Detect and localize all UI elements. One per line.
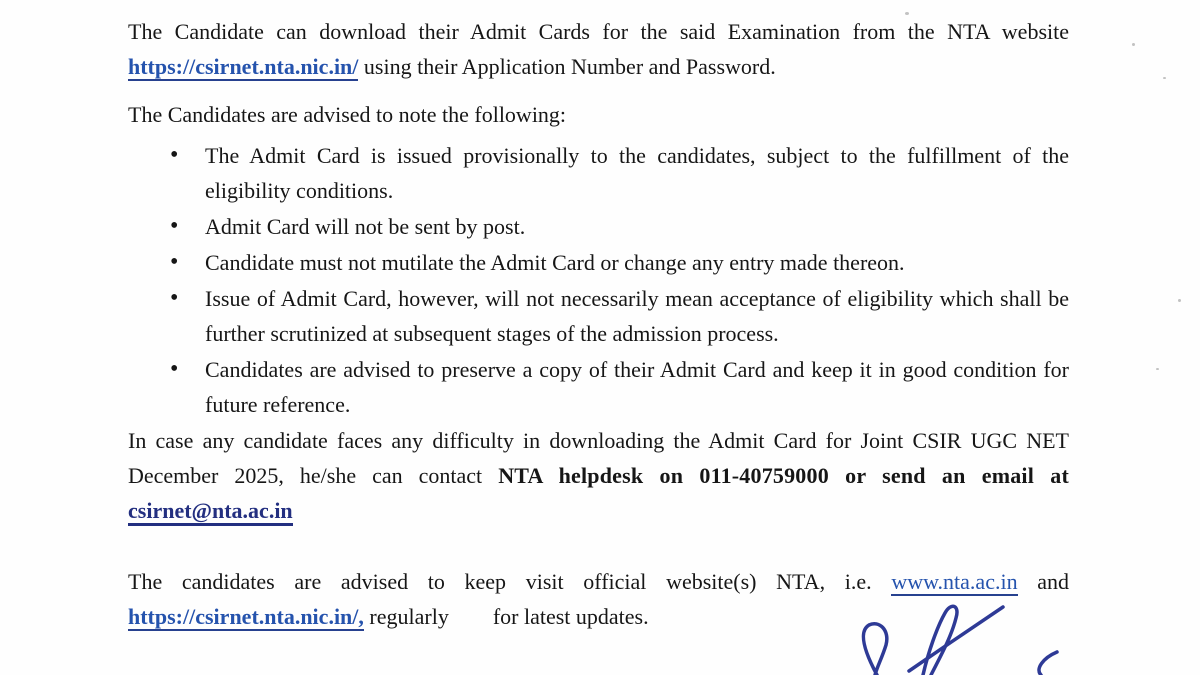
advisory-list — [128, 138, 1069, 422]
signature-handwritten — [835, 597, 1200, 675]
websites-text-and: and — [1017, 569, 1070, 594]
nta-website-link[interactable]: www.nta.ac.in — [891, 569, 1018, 594]
scan-artifact — [1178, 299, 1181, 302]
paragraph-download-info — [128, 14, 1069, 84]
scan-artifact — [1132, 43, 1135, 46]
list-item-text: Admit Card will not be sent by post. — [205, 214, 526, 239]
scan-artifact — [905, 12, 909, 15]
paragraph-advisory-intro: The Candidates are advised to note the following: — [128, 102, 567, 127]
list-item-text: Candidate must not mutilate the Admit Card or change any entry made thereon. — [205, 250, 905, 275]
notice-body — [128, 14, 1069, 634]
download-info-text: The Candidate can download their Admit Cards for the said Examination from the NTA website — [128, 19, 1069, 44]
list-item-preserve-copy — [128, 352, 1069, 422]
download-info-text-2: using their Application Number and Password. — [358, 54, 776, 79]
list-item-text: Issue of Admit Card, however, will not necessarily mean acceptance of eligibility which shall be further scrutinized at subsequent stages of the admission process. — [205, 286, 1069, 346]
scan-artifact — [1163, 77, 1166, 79]
list-item-provisional — [128, 138, 1069, 208]
scan-artifact — [1156, 368, 1159, 370]
csirnet-website-link[interactable]: https://csirnet.nta.nic.in/ — [128, 54, 359, 79]
helpdesk-text: In case any candidate faces any difficulty in downloading the Admit Card for Joint CSIR UGC NET December 2025, he/she can contact — [128, 428, 1069, 488]
websites-text-regularly: regularly — [363, 604, 449, 629]
websites-text-updates: for latest updates. — [492, 604, 649, 629]
list-item-eligibility — [128, 281, 1069, 351]
helpdesk-contact-bold: NTA helpdesk on 011-40759000 or send an email at — [498, 463, 1069, 488]
websites-text: The candidates are advised to keep visit official website(s) NTA, i.e. — [128, 569, 892, 594]
paragraph-helpdesk — [128, 423, 1069, 528]
csirnet-website-link-2[interactable]: https://csirnet.nta.nic.in/, — [128, 604, 364, 629]
list-item-no-post — [128, 209, 1069, 244]
helpdesk-email-link[interactable]: csirnet@nta.ac.in — [128, 498, 293, 526]
list-item-text: The Admit Card is issued provisionally to the candidates, subject to the fulfillment of the eligibility conditions. — [205, 143, 1069, 203]
list-item-no-mutilation — [128, 245, 1069, 280]
list-item-text: Candidates are advised to preserve a copy of their Admit Card and keep it in good condition for future reference. — [205, 357, 1069, 417]
